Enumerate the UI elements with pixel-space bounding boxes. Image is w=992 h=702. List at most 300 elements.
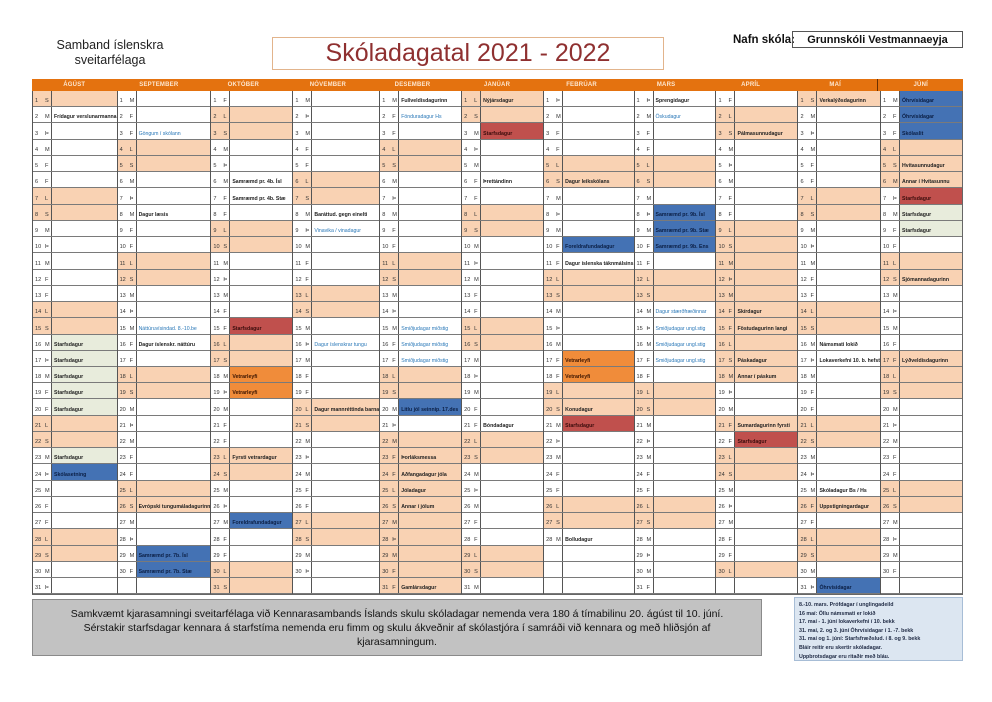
day-cell[interactable] [462,335,543,351]
day-cell[interactable] [798,270,880,286]
day-cell[interactable] [881,302,962,318]
day-cell[interactable] [118,286,211,302]
day-cell[interactable] [635,253,716,269]
day-cell[interactable] [211,351,292,367]
day-cell[interactable] [881,383,962,399]
day-cell[interactable] [798,399,880,415]
day-cell[interactable] [33,399,117,415]
day-cell[interactable] [211,367,292,383]
day-cell[interactable] [716,221,797,237]
day-cell[interactable] [798,205,880,221]
day-cell[interactable] [211,123,292,139]
day-cell[interactable] [544,383,633,399]
day-cell[interactable] [118,351,211,367]
day-cell[interactable] [544,367,633,383]
day-cell[interactable] [881,497,962,513]
day-cell[interactable] [716,188,797,204]
day-cell[interactable] [462,351,543,367]
day-cell[interactable] [716,416,797,432]
day-cell[interactable] [293,286,379,302]
day-cell[interactable] [635,107,716,123]
day-cell[interactable] [380,270,461,286]
day-cell[interactable] [211,140,292,156]
day-cell[interactable] [635,91,716,107]
day-cell[interactable] [33,578,117,594]
day-cell[interactable] [798,481,880,497]
day-cell[interactable] [380,335,461,351]
day-cell[interactable] [635,399,716,415]
day-cell[interactable] [798,464,880,480]
day-cell[interactable] [716,107,797,123]
day-cell[interactable] [716,481,797,497]
day-cell[interactable] [33,529,117,545]
day-cell[interactable] [293,513,379,529]
day-cell[interactable] [380,302,461,318]
day-cell[interactable] [380,562,461,578]
day-cell[interactable] [881,107,962,123]
day-cell[interactable] [544,156,633,172]
day-cell[interactable] [716,123,797,139]
day-cell[interactable] [462,481,543,497]
day-cell[interactable] [544,205,633,221]
day-cell[interactable] [462,188,543,204]
day-cell[interactable] [881,562,962,578]
day-cell[interactable] [798,188,880,204]
day-cell[interactable] [33,188,117,204]
day-cell[interactable] [380,497,461,513]
day-cell[interactable] [798,107,880,123]
day-cell[interactable] [635,156,716,172]
day-cell[interactable] [544,302,633,318]
day-cell[interactable] [881,237,962,253]
day-cell[interactable] [380,448,461,464]
day-cell[interactable] [881,416,962,432]
day-cell[interactable] [716,562,797,578]
day-cell[interactable] [716,172,797,188]
day-cell[interactable] [544,335,633,351]
day-cell[interactable] [635,221,716,237]
day-cell[interactable] [380,237,461,253]
day-cell[interactable] [380,383,461,399]
day-cell[interactable] [33,205,117,221]
day-cell[interactable] [380,91,461,107]
day-cell[interactable] [635,205,716,221]
day-cell[interactable] [716,464,797,480]
day-cell[interactable] [293,464,379,480]
day-cell[interactable] [462,497,543,513]
day-cell[interactable] [293,172,379,188]
day-cell[interactable] [33,221,117,237]
day-cell[interactable] [881,351,962,367]
day-cell[interactable] [798,253,880,269]
day-cell[interactable] [544,253,633,269]
day-cell[interactable] [544,221,633,237]
day-cell[interactable] [881,140,962,156]
day-cell[interactable] [211,91,292,107]
day-cell[interactable] [462,123,543,139]
day-cell[interactable] [33,464,117,480]
day-cell[interactable] [635,237,716,253]
day-cell[interactable] [293,205,379,221]
day-cell[interactable] [293,497,379,513]
day-cell[interactable] [798,448,880,464]
day-cell[interactable] [798,172,880,188]
day-cell[interactable] [211,270,292,286]
day-cell[interactable] [798,578,880,594]
day-cell[interactable] [635,140,716,156]
day-cell[interactable] [33,107,117,123]
day-cell[interactable] [33,546,117,562]
day-cell[interactable] [798,383,880,399]
day-cell[interactable] [881,529,962,545]
day-cell[interactable] [293,253,379,269]
day-cell[interactable] [293,335,379,351]
day-cell[interactable] [211,481,292,497]
day-cell[interactable] [380,107,461,123]
day-cell[interactable] [635,416,716,432]
day-cell[interactable] [881,546,962,562]
day-cell[interactable] [118,464,211,480]
day-cell[interactable] [544,481,633,497]
day-cell[interactable] [380,464,461,480]
day-cell[interactable] [293,188,379,204]
day-cell[interactable] [798,432,880,448]
day-cell[interactable] [462,448,543,464]
school-name-field[interactable]: Grunnskóli Vestmannaeyja [792,31,963,48]
day-cell[interactable] [293,91,379,107]
day-cell[interactable] [716,302,797,318]
day-cell[interactable] [881,513,962,529]
day-cell[interactable] [544,448,633,464]
day-cell[interactable] [118,253,211,269]
day-cell[interactable] [635,464,716,480]
day-cell[interactable] [462,205,543,221]
day-cell[interactable] [462,270,543,286]
day-cell[interactable] [293,123,379,139]
day-cell[interactable] [33,123,117,139]
day-cell[interactable] [211,205,292,221]
day-cell[interactable] [380,432,461,448]
day-cell[interactable] [881,172,962,188]
day-cell[interactable] [211,529,292,545]
day-cell[interactable] [33,513,117,529]
day-cell[interactable] [798,286,880,302]
day-cell[interactable] [33,318,117,334]
day-cell[interactable] [462,529,543,545]
day-cell[interactable] [716,367,797,383]
day-cell[interactable] [293,107,379,123]
day-cell[interactable] [380,367,461,383]
day-cell[interactable] [544,140,633,156]
day-cell[interactable] [33,497,117,513]
day-cell[interactable] [798,351,880,367]
day-cell[interactable] [544,578,633,594]
day-cell[interactable] [798,513,880,529]
day-cell[interactable] [544,172,633,188]
day-cell[interactable] [33,383,117,399]
day-cell[interactable] [293,351,379,367]
day-cell[interactable] [118,237,211,253]
day-cell[interactable] [881,481,962,497]
day-cell[interactable] [33,432,117,448]
day-cell[interactable] [380,578,461,594]
day-cell[interactable] [33,335,117,351]
day-cell[interactable] [881,464,962,480]
day-cell[interactable] [293,302,379,318]
day-cell[interactable] [635,302,716,318]
day-cell[interactable] [33,302,117,318]
day-cell[interactable] [211,107,292,123]
day-cell[interactable] [462,91,543,107]
day-cell[interactable] [635,172,716,188]
day-cell[interactable] [380,318,461,334]
day-cell[interactable] [118,367,211,383]
day-cell[interactable] [380,221,461,237]
day-cell[interactable] [881,286,962,302]
day-cell[interactable] [118,432,211,448]
day-cell[interactable] [462,107,543,123]
day-cell[interactable] [211,578,292,594]
day-cell[interactable] [635,432,716,448]
day-cell[interactable] [716,529,797,545]
day-cell[interactable] [462,318,543,334]
day-cell[interactable] [716,513,797,529]
day-cell[interactable] [118,205,211,221]
day-cell[interactable] [462,562,543,578]
day-cell[interactable] [380,351,461,367]
day-cell[interactable] [293,481,379,497]
day-cell[interactable] [716,270,797,286]
day-cell[interactable] [118,383,211,399]
day-cell[interactable] [462,383,543,399]
day-cell[interactable] [211,448,292,464]
day-cell[interactable] [118,172,211,188]
day-cell[interactable] [544,270,633,286]
day-cell[interactable] [211,399,292,415]
day-cell[interactable] [462,416,543,432]
day-cell[interactable] [798,156,880,172]
day-cell[interactable] [881,123,962,139]
day-cell[interactable] [716,318,797,334]
day-cell[interactable] [33,172,117,188]
day-cell[interactable] [118,335,211,351]
day-cell[interactable] [211,546,292,562]
day-cell[interactable] [211,302,292,318]
day-cell[interactable] [798,416,880,432]
day-cell[interactable] [33,351,117,367]
day-cell[interactable] [33,448,117,464]
day-cell[interactable] [380,188,461,204]
day-cell[interactable] [211,513,292,529]
day-cell[interactable] [544,286,633,302]
day-cell[interactable] [293,367,379,383]
day-cell[interactable] [118,562,211,578]
day-cell[interactable] [716,432,797,448]
day-cell[interactable] [293,432,379,448]
day-cell[interactable] [798,302,880,318]
day-cell[interactable] [462,367,543,383]
day-cell[interactable] [211,156,292,172]
day-cell[interactable] [635,123,716,139]
day-cell[interactable] [544,464,633,480]
day-cell[interactable] [716,399,797,415]
day-cell[interactable] [293,529,379,545]
day-cell[interactable] [293,156,379,172]
day-cell[interactable] [798,546,880,562]
day-cell[interactable] [716,546,797,562]
day-cell[interactable] [462,578,543,594]
day-cell[interactable] [211,497,292,513]
day-cell[interactable] [716,205,797,221]
day-cell[interactable] [293,448,379,464]
day-cell[interactable] [293,416,379,432]
day-cell[interactable] [33,416,117,432]
day-cell[interactable] [716,140,797,156]
day-cell[interactable] [635,562,716,578]
day-cell[interactable] [635,383,716,399]
day-cell[interactable] [211,286,292,302]
day-cell[interactable] [635,513,716,529]
day-cell[interactable] [118,188,211,204]
day-cell[interactable] [544,513,633,529]
day-cell[interactable] [881,318,962,334]
day-cell[interactable] [635,286,716,302]
day-cell[interactable] [118,399,211,415]
day-cell[interactable] [635,335,716,351]
day-cell[interactable] [118,481,211,497]
day-cell[interactable] [881,221,962,237]
day-cell[interactable] [293,383,379,399]
day-cell[interactable] [798,140,880,156]
day-cell[interactable] [380,286,461,302]
day-cell[interactable] [716,497,797,513]
day-cell[interactable] [798,367,880,383]
day-cell[interactable] [211,416,292,432]
day-cell[interactable] [380,156,461,172]
day-cell[interactable] [380,205,461,221]
day-cell[interactable] [118,448,211,464]
day-cell[interactable] [33,270,117,286]
day-cell[interactable] [881,399,962,415]
day-cell[interactable] [798,318,880,334]
day-cell[interactable] [881,253,962,269]
day-cell[interactable] [380,123,461,139]
day-cell[interactable] [462,546,543,562]
day-cell[interactable] [118,270,211,286]
day-cell[interactable] [881,270,962,286]
day-cell[interactable] [544,432,633,448]
day-cell[interactable] [118,107,211,123]
day-cell[interactable] [716,578,797,594]
day-cell[interactable] [544,123,633,139]
day-cell[interactable] [211,172,292,188]
day-cell[interactable] [635,578,716,594]
day-cell[interactable] [635,188,716,204]
day-cell[interactable] [380,253,461,269]
day-cell[interactable] [380,513,461,529]
day-cell[interactable] [380,416,461,432]
day-cell[interactable] [33,140,117,156]
day-cell[interactable] [293,562,379,578]
day-cell[interactable] [211,383,292,399]
day-cell[interactable] [798,91,880,107]
day-cell[interactable] [544,237,633,253]
day-cell[interactable] [33,481,117,497]
day-cell[interactable] [881,432,962,448]
day-cell[interactable] [33,253,117,269]
day-cell[interactable] [211,562,292,578]
day-cell[interactable] [881,448,962,464]
day-cell[interactable] [118,546,211,562]
day-cell[interactable] [544,107,633,123]
day-cell[interactable] [380,172,461,188]
day-cell[interactable] [33,562,117,578]
day-cell[interactable] [798,221,880,237]
day-cell[interactable] [33,286,117,302]
day-cell[interactable] [544,351,633,367]
day-cell[interactable] [380,529,461,545]
day-cell[interactable] [211,221,292,237]
day-cell[interactable] [462,302,543,318]
day-cell[interactable] [118,123,211,139]
day-cell[interactable] [635,367,716,383]
day-cell[interactable] [716,91,797,107]
day-cell[interactable] [635,546,716,562]
day-cell[interactable] [380,481,461,497]
day-cell[interactable] [635,481,716,497]
day-cell[interactable] [293,318,379,334]
day-cell[interactable] [544,497,633,513]
day-cell[interactable] [211,464,292,480]
day-cell[interactable] [544,529,633,545]
day-cell[interactable] [293,546,379,562]
day-cell[interactable] [293,578,379,594]
day-cell[interactable] [211,318,292,334]
day-cell[interactable] [798,123,880,139]
day-cell[interactable] [881,188,962,204]
day-cell[interactable] [118,156,211,172]
day-cell[interactable] [881,156,962,172]
day-cell[interactable] [118,513,211,529]
day-cell[interactable] [716,253,797,269]
day-cell[interactable] [716,286,797,302]
day-cell[interactable] [293,140,379,156]
day-cell[interactable] [635,497,716,513]
day-cell[interactable] [211,335,292,351]
day-cell[interactable] [293,237,379,253]
day-cell[interactable] [462,464,543,480]
day-cell[interactable] [462,513,543,529]
day-cell[interactable] [380,140,461,156]
day-cell[interactable] [881,91,962,107]
day-cell[interactable] [380,399,461,415]
day-cell[interactable] [716,156,797,172]
day-cell[interactable] [716,335,797,351]
day-cell[interactable] [544,91,633,107]
day-cell[interactable] [462,432,543,448]
day-cell[interactable] [211,188,292,204]
day-cell[interactable] [462,156,543,172]
day-cell[interactable] [635,270,716,286]
day-cell[interactable] [544,562,633,578]
day-cell[interactable] [544,416,633,432]
day-cell[interactable] [118,497,211,513]
day-cell[interactable] [462,237,543,253]
day-cell[interactable] [881,335,962,351]
day-cell[interactable] [881,578,962,594]
day-cell[interactable] [380,546,461,562]
day-cell[interactable] [544,318,633,334]
